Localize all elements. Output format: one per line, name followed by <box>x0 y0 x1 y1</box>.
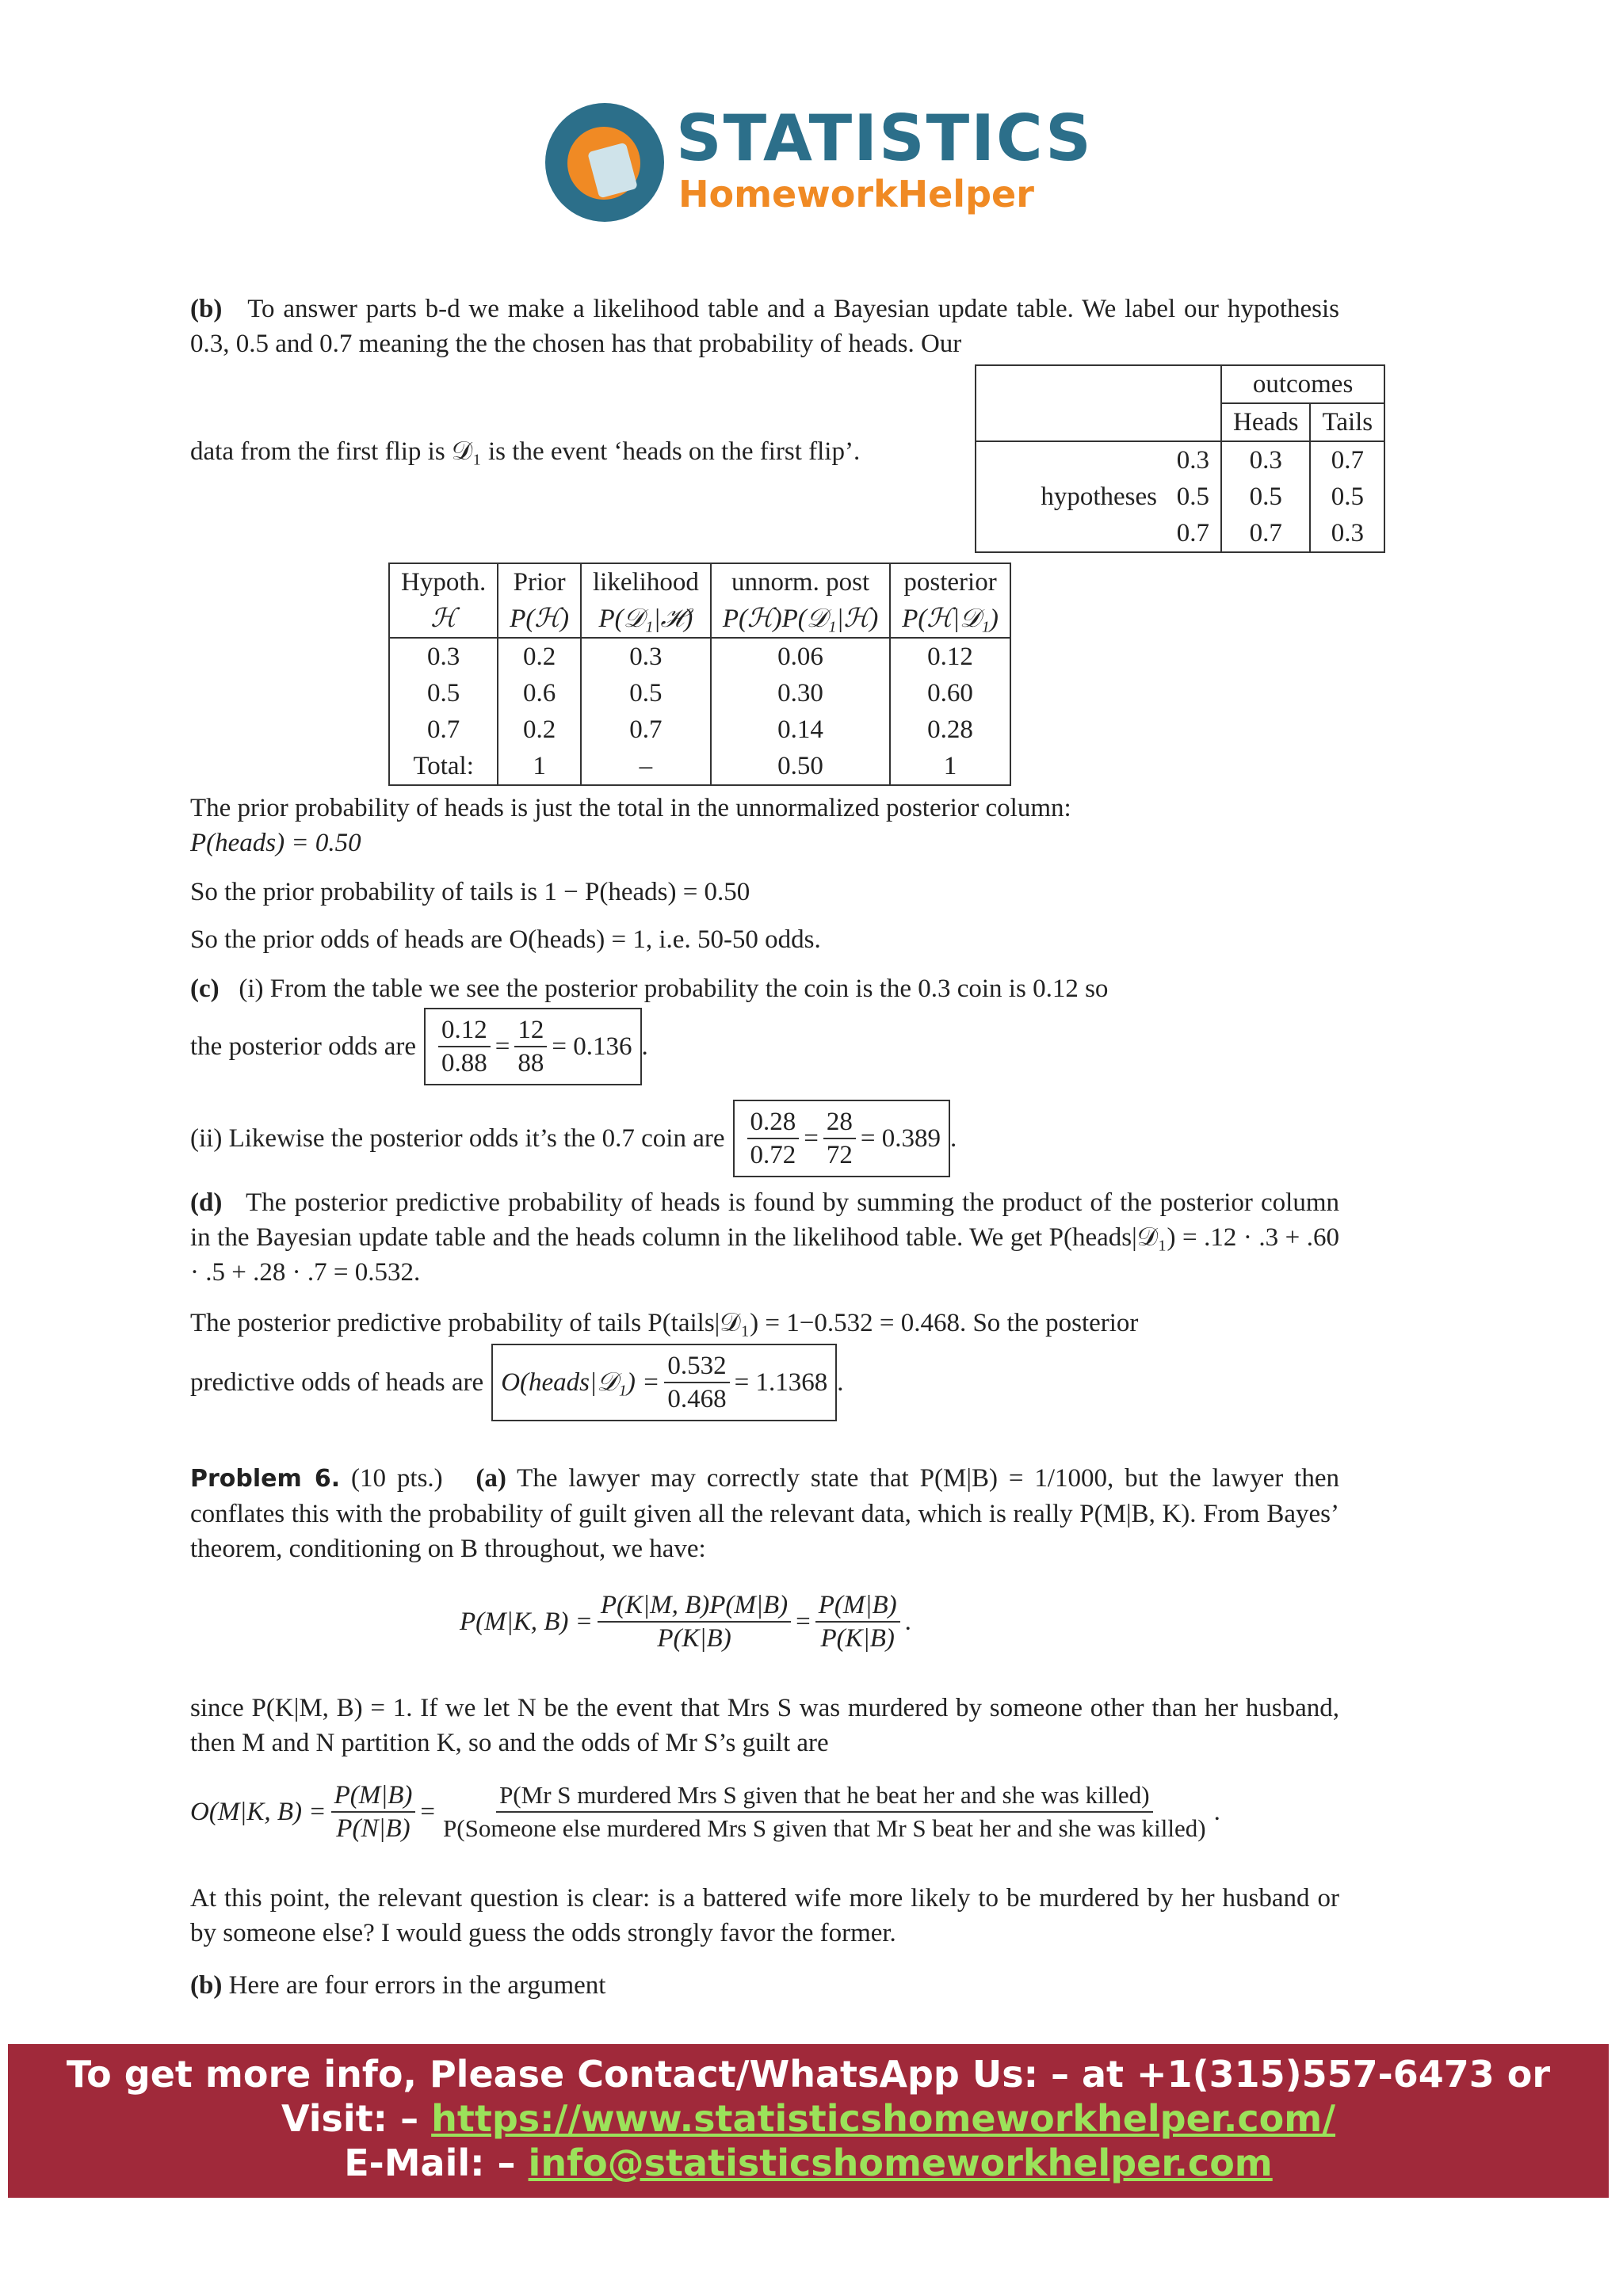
frac-den: P(K|B) <box>657 1624 731 1653</box>
part-c-label: (c) <box>190 974 220 1003</box>
prior-line-1: The prior probability of heads is just the total in the unnormalized posterior column: <box>190 794 1071 822</box>
part-c-odds-2: (ii) Likewise the posterior odds it’s the 0.7 coin are $\frac{0.28}{0.72}$ = $\frac{28}{72}$ = 0.389 . <box>190 1100 957 1177</box>
col-tails: Tails <box>1310 403 1384 441</box>
logo <box>545 101 1093 228</box>
part-c-body: (i) From the table we see the posterior probability the coin is the 0.3 coin is 0.12 so <box>239 974 1109 1003</box>
cell: 0.7 <box>389 711 498 748</box>
bayes-equation: P(M|K, B) = $\frac{P(K|M, B)P(M|B)}{P(K|B)}$ = $\frac{P(M|B)}{P(K|B)}$ . <box>460 1591 911 1653</box>
eq-lhs: O(M|K, B) = <box>190 1798 327 1826</box>
frac-num: 12 <box>514 1014 547 1047</box>
cell: 0.60 <box>927 679 973 707</box>
cell: 1 <box>498 748 581 785</box>
logo-title: STATISTICS <box>676 101 1093 175</box>
likelihood-table <box>975 364 1385 553</box>
cell: 0.7 <box>1331 446 1364 475</box>
cell: 0.30 <box>711 675 890 711</box>
cell: 0.50 <box>711 748 890 785</box>
frac-den: 72 <box>826 1141 853 1169</box>
hyp-value: 0.3 <box>1176 446 1209 475</box>
contact-footer <box>8 2044 1609 2198</box>
cell: 0.3 <box>389 638 498 675</box>
col-heads: Heads <box>1221 403 1310 441</box>
frac-num: 28 <box>823 1106 856 1139</box>
header-cell: likelihood <box>581 563 711 601</box>
header-cell: P(ℋ) <box>498 601 581 638</box>
email-link[interactable]: info@statisticshomeworkhelper.com <box>528 2142 1273 2184</box>
cell: 0.3 <box>1331 519 1364 547</box>
header-cell: posterior <box>903 568 997 597</box>
header-cell: Prior <box>498 563 581 601</box>
frac-num: P(M|B) <box>331 1779 416 1813</box>
problem6-text-2: since P(K|M, B) = 1. If we let N be the event that Mrs S was murdered by someone other than her husband, then M and N partition K, so and the odds of Mr S’s guilt are <box>190 1694 1339 1757</box>
part-d-body: The posterior predictive probability of heads is found by summing the product of the posterior column in the Bayesian update table and the heads column in the likelihood table. We get P(heads|𝒟₁) = .12 · .3 + .60 · .5 + .28 · .7 = 0.532. <box>190 1188 1340 1287</box>
problem6-label: Problem 6. <box>190 1465 341 1493</box>
footer-line-3 <box>8 2141 1609 2185</box>
part-c-text <box>190 971 1339 1006</box>
frac-den: P(N|B) <box>336 1814 411 1843</box>
cell: 0.5 <box>389 675 498 711</box>
visit-label: Visit: – <box>281 2097 419 2140</box>
result: = 0.389 <box>860 1124 941 1153</box>
cell: 0.14 <box>711 711 890 748</box>
problem6-body: The lawyer may correctly state that P(M|B) = 1/1000, but the lawyer then conflates this with the probability of guilt given all the relevant data, which is really P(M|B, K). From Bayes’ theorem, conditioning on B throughout, we have: <box>190 1464 1339 1563</box>
part-d-tails-text: The posterior predictive probability of tails P(tails|𝒟₁) = 1−0.532 = 0.468. So the posterior <box>190 1309 1139 1337</box>
boxed-answer-3 <box>491 1344 837 1421</box>
prior-line-1b: P(heads) = 0.50 <box>190 829 361 857</box>
odds-prefix: (ii) Likewise the posterior odds it’s the 0.7 coin are <box>190 1124 725 1153</box>
frac-num: 0.28 <box>747 1106 800 1139</box>
cell: 0.3 <box>1221 441 1310 479</box>
odds-prefix: the posterior odds are <box>190 1032 416 1061</box>
cell: 0.06 <box>711 638 890 675</box>
frac-den: 0.468 <box>667 1385 727 1413</box>
cell: 0.7 <box>581 711 711 748</box>
boxed-answer-2: $\frac{0.28}{0.72}$ = $\frac{28}{72}$ = 0.389 <box>733 1100 951 1177</box>
bayes-update-table <box>388 563 1011 786</box>
cell: 0.12 <box>927 643 973 671</box>
frac-den: P(Someone else murdered Mrs S given that Mr S beat her and she was killed) <box>443 1814 1206 1842</box>
problem6-text-3: At this point, the relevant question is clear: is a battered wife more likely to be murdered by her husband or by someone else? I would guess the odds strongly favor the former. <box>190 1884 1339 1947</box>
frac-den: 88 <box>517 1049 544 1077</box>
cell: 0.2 <box>498 638 581 675</box>
part-b-label: (b) <box>190 295 223 323</box>
frac-num: 0.12 <box>438 1014 491 1047</box>
frac-num: P(K|M, B)P(M|B) <box>598 1589 791 1623</box>
cell: 1 <box>943 752 957 780</box>
part-b-label-2: (b) <box>190 1971 223 2000</box>
frac-num: 0.532 <box>664 1350 729 1383</box>
cell: 0.6 <box>498 675 581 711</box>
logo-subtitle: HomeworkHelper <box>678 173 1034 215</box>
header-cell: P(𝒟₁|ℋ) <box>581 601 711 638</box>
odds-lhs: O(heads|𝒟₁) = <box>501 1368 660 1397</box>
cell: Total: <box>389 748 498 785</box>
result: = 1.1368 <box>734 1368 828 1397</box>
boxed-answer-1: $\frac{0.12}{0.88}$ = $\frac{12}{88}$ = 0.136 <box>424 1008 642 1085</box>
hyp-value: 0.7 <box>1176 519 1209 547</box>
frac-num: P(M|B) <box>815 1589 900 1623</box>
outcomes-header: outcomes <box>1252 370 1354 399</box>
header-cell: unnorm. post <box>711 563 890 601</box>
cell: 0.5 <box>1331 482 1364 511</box>
problem6-part-b <box>190 1968 1339 2003</box>
frac-den: 0.88 <box>441 1049 487 1077</box>
part-b-body-2: Here are four errors in the argument <box>228 1971 606 2000</box>
cell: 0.3 <box>581 638 711 675</box>
problem6-pts: (10 pts.) <box>351 1464 443 1493</box>
header-cell: Hypoth. <box>389 563 498 601</box>
eq-lhs: P(M|K, B) = <box>460 1608 593 1636</box>
email-label: E-Mail: – <box>344 2142 516 2184</box>
header-cell: P(ℋ)P(𝒟₁|ℋ) <box>711 601 890 638</box>
website-link[interactable]: https://www.statisticshomeworkhelper.com/ <box>431 2097 1336 2140</box>
prior-tails-text: So the prior probability of tails is 1 − P(heads) = 0.50 <box>190 878 750 906</box>
prior-odds-text: So the prior odds of heads are O(heads) = 1, i.e. 50-50 odds. <box>190 925 821 954</box>
logo-icon <box>545 103 664 222</box>
part-d-odds: predictive odds of heads are O(heads|𝒟₁) = $\frac{0.532}{0.468}$ = 1.1368 . <box>190 1344 844 1421</box>
problem6-text <box>190 1461 1339 1566</box>
header-cell: ℋ <box>389 601 498 638</box>
footer-line-1: To get more info, Please Contact/WhatsApp Us: – at +1(315)557-6473 or <box>66 2053 1551 2096</box>
part-b-data-text: data from the first flip is 𝒟₁ is the event ‘heads on the first flip’. <box>190 437 861 466</box>
part-d-label: (d) <box>190 1188 223 1217</box>
part-d-text <box>190 1185 1339 1290</box>
part-b-body: To answer parts b-d we make a likelihood table and a Bayesian update table. We label our hypothesis 0.3, 0.5 and 0.7 meaning the the chosen has that probability of heads. Our <box>190 295 1339 358</box>
cell: 0.2 <box>498 711 581 748</box>
result: = 0.136 <box>552 1032 632 1061</box>
cell: 0.28 <box>927 715 973 744</box>
row-label: hypotheses <box>1041 482 1157 511</box>
hyp-value: 0.5 <box>1176 482 1209 511</box>
odds-prefix: predictive odds of heads are <box>190 1368 484 1397</box>
cell: 0.5 <box>581 675 711 711</box>
frac-den: 0.72 <box>750 1141 796 1169</box>
header-cell: P(ℋ|𝒟₁) <box>902 605 999 633</box>
odds-equation: O(M|K, B) = $\frac{P(M|B)}{P(N|B)}$ = P(Mr S murdered Mrs S given that he beat her and she was killed) P(Someone else murdered Mrs S given that Mr S beat her and she was killed) . <box>190 1781 1220 1843</box>
part-c-odds-1: the posterior odds are $\frac{0.12}{0.88}$ = $\frac{12}{88}$ = 0.136 . <box>190 1008 648 1085</box>
frac-den: P(K|B) <box>820 1624 895 1653</box>
cell: 0.5 <box>1221 479 1310 515</box>
prior-heads-text <box>190 791 1339 860</box>
part-a-label: (a) <box>475 1464 506 1493</box>
cell: 0.7 <box>1221 515 1310 552</box>
part-b-text <box>190 292 1339 361</box>
footer-line-2 <box>8 2096 1609 2141</box>
frac-num: P(Mr S murdered Mrs S given that he beat her and she was killed) <box>496 1779 1152 1813</box>
cell: – <box>581 748 711 785</box>
